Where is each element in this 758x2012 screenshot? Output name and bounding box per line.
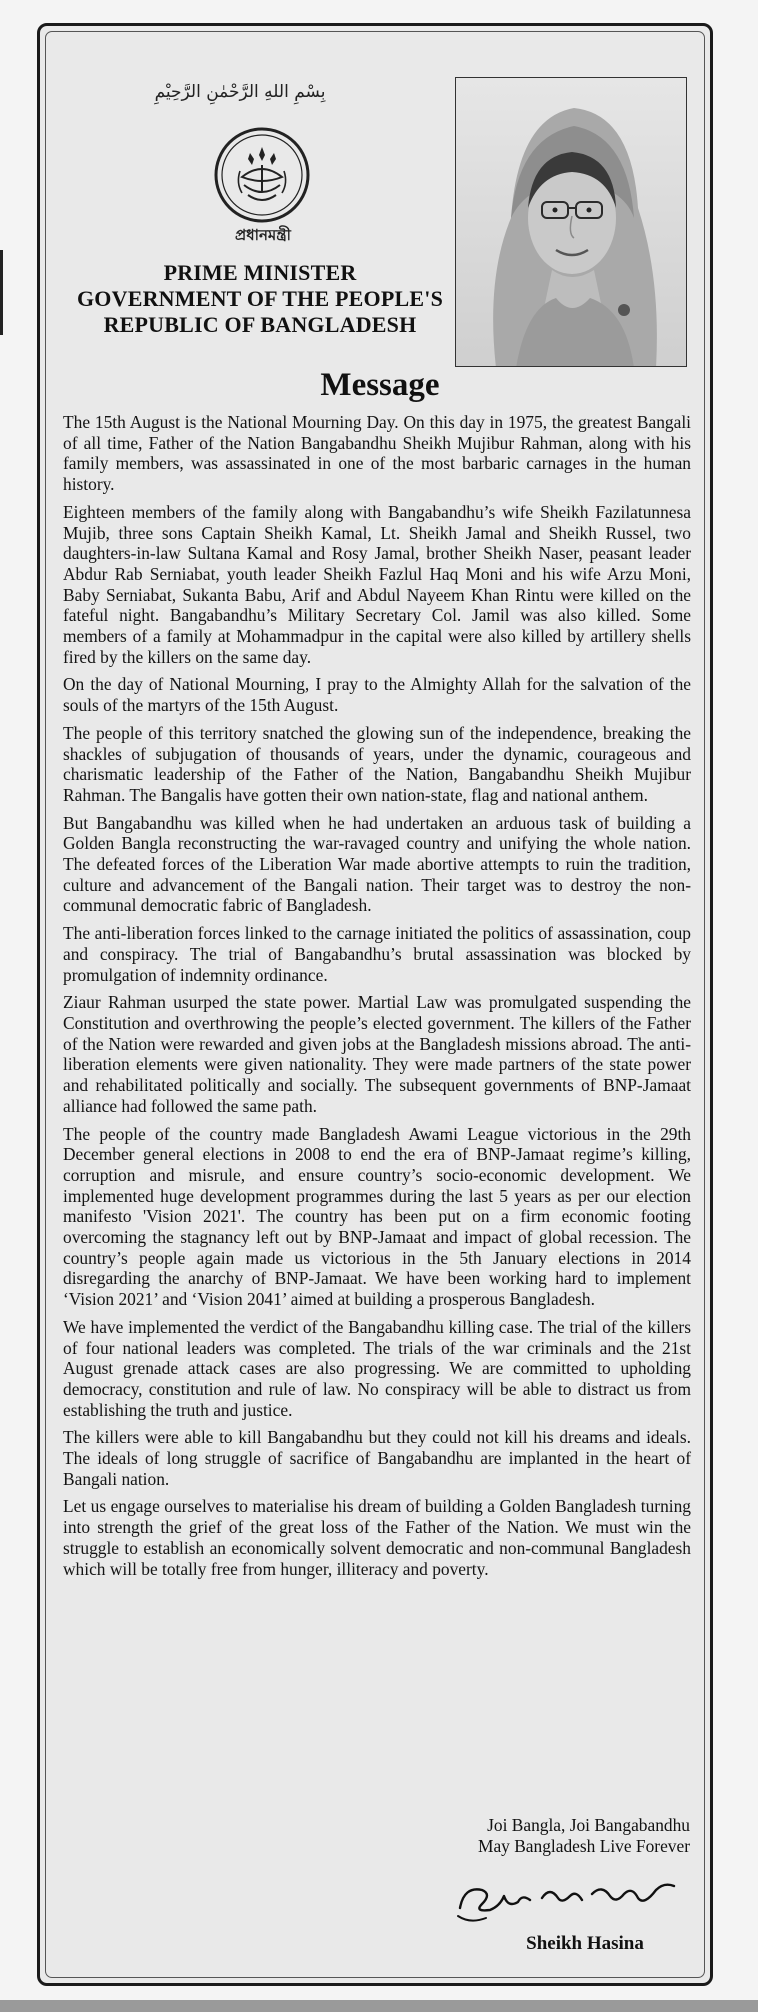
government-seal-icon bbox=[212, 125, 312, 225]
page-title: Message bbox=[320, 367, 440, 403]
message-body bbox=[63, 412, 691, 1586]
office-title bbox=[60, 260, 460, 338]
paragraph-10: The killers were able to kill Bangabandhu but they could not kill his dreams and ideals. The ideals of long struggle of sacrifice of Bangabandhu are implanted in the heart of Bangali nation. bbox=[63, 1427, 691, 1489]
letterhead bbox=[50, 50, 450, 380]
bismillah-text: بِسْمِ اللهِ الرَّحْمٰنِ الرَّحِيْمِ bbox=[154, 82, 326, 102]
paragraph-2: Eighteen members of the family along with Bangabandhu’s wife Sheikh Fazilatunnesa Mujib, three sons Captain Sheikh Kamal, Lt. Sheikh Jamal and Sheikh Russel, two daughters-in-law Sultana Kamal and Rosy Jamal, brother Sheikh Naser, peasant leader Abdur Rab Serniabat, youth leader Sheikh Fazlul Haq Moni and his wife Arzu Moni, Baby Serniabat, Sukanta Babu, Arif and Abdul Nayeem Khan Rintu were killed on the fateful night. Bangabandhu’s Military Secretary Col. Jamil was also killed. Some members of a family at Mohammadpur in the capital were also killed by artillery shells fired by the killers on the same day. bbox=[63, 501, 691, 667]
office-line-3: REPUBLIC OF BANGLADESH bbox=[103, 312, 417, 337]
paragraph-3: On the day of National Mourning, I pray to the Almighty Allah for the salvation of the souls of the martyrs of the 15th August. bbox=[63, 674, 691, 716]
handwritten-signature bbox=[452, 1868, 682, 1928]
paragraph-8: The people of the country made Bangladesh Awami League victorious in the 29th December general elections in 2008 to end the era of BNP-Jamaat regime’s killing, corruption and misrule, and ensure country’s socio-economic development. We implemented huge development programmes during the last 5 years as per our election manifesto 'Vision 2021'. The country has been put on a firm economic footing overcoming the stagnancy left out by BNP-Jamaat and impact of global recession. The country’s people again made us victorious in the 5th January elections in 2014 disregarding the anarchy of BNP-Jamaat. We have been working hard to implement ‘Vision 2021’ and ‘Vision 2041’ aimed at building a prosperous Bangladesh. bbox=[63, 1123, 691, 1310]
closing-line-1: Joi Bangla, Joi Bangabandhu bbox=[487, 1815, 690, 1835]
portrait-image bbox=[456, 78, 687, 367]
closing-salutation bbox=[400, 1815, 690, 1857]
margin-mark bbox=[0, 250, 3, 335]
paragraph-6: The anti-liberation forces linked to the carnage initiated the politics of assassination, coup and conspiracy. The trial of Bangabandhu’s brutal assassination was blocked by promulgation of indemnity ordinance. bbox=[63, 923, 691, 985]
paragraph-5: But Bangabandhu was killed when he had undertaken an arduous task of building a Golden Bangla reconstructing the war-ravaged country and unifying the whole nation. The defeated forces of the Liberation War made abortive attempts to ruin the tradition, culture and advancement of the Bangali nation. Their target was to destroy the non-communal democratic fabric of Bangladesh. bbox=[63, 812, 691, 916]
paragraph-7: Ziaur Rahman usurped the state power. Martial Law was promulgated suspending the Constitution and overthrowing the people’s elected government. The killers of the Father of the Nation were rewarded and given jobs at the Bangladesh missions abroad. The anti-liberation elements were given nationality. They were made partners of the state power and rehabilitated politically and socially. The subsequent governments of BNP-Jamaat alliance had followed the same path. bbox=[63, 992, 691, 1116]
seal-caption: প্রধানমন্ত্রী bbox=[235, 226, 291, 244]
signer-name: Sheikh Hasina bbox=[526, 1933, 644, 1954]
office-line-2: GOVERNMENT OF THE PEOPLE'S bbox=[76, 286, 444, 311]
paragraph-9: We have implemented the verdict of the Bangabandhu killing case. The trial of the killers of four national leaders was completed. The trials of the war criminals and the 21st August grenade attack cases are also progressing. We are committed to upholding democracy, constitution and rule of law. No conspiracy will be able to distract us from establishing the truth and justice. bbox=[63, 1316, 691, 1420]
prime-minister-portrait bbox=[455, 77, 687, 367]
paragraph-11: Let us engage ourselves to materialise his dream of building a Golden Bangladesh turning into strength the grief of the great loss of the Father of the Nation. We must win the struggle to establish an economically solvent democratic and non-communal Bangladesh which will be totally free from hunger, illiteracy and poverty. bbox=[63, 1496, 691, 1579]
paragraph-4: The people of this territory snatched the glowing sun of the independence, breaking the shackles of subjugation of thousands of years, under the dynamic, courageous and charismatic leadership of the Father of the Nation, Bangabandhu Sheikh Mujibur Rahman. The Bangalis have gotten their own nation-state, flag and national anthem. bbox=[63, 722, 691, 805]
office-line-1: PRIME MINISTER bbox=[163, 260, 357, 285]
closing-line-2: May Bangladesh Live Forever bbox=[477, 1836, 690, 1856]
bottom-strip bbox=[0, 2000, 758, 2012]
paragraph-1: The 15th August is the National Mourning Day. On this day in 1975, the greatest Bangali of all time, Father of the Nation Bangabandhu Sheikh Mujibur Rahman, along with his family members, was assassinated in one of the most barbaric carnages in the human history. bbox=[63, 412, 691, 495]
